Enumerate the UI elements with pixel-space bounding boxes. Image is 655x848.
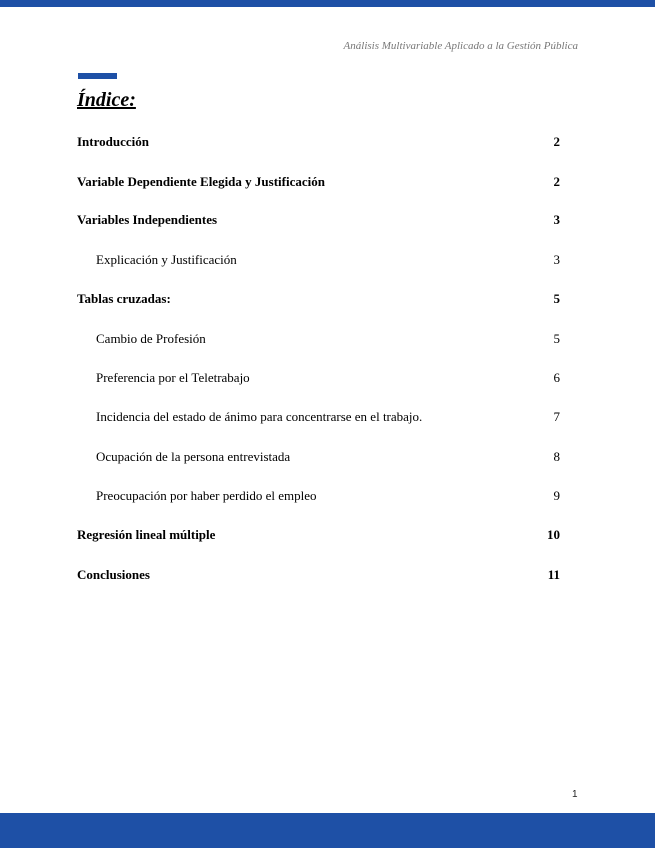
toc-entry-page: 3 xyxy=(553,252,560,267)
heading-accent-bar xyxy=(78,73,117,79)
toc-entry-regresion-lineal[interactable] xyxy=(77,526,560,544)
toc-entry-explicacion-justificacion[interactable] xyxy=(96,251,560,269)
toc-entry-label: Explicación y Justificación xyxy=(96,252,237,267)
toc-entry-page: 3 xyxy=(553,212,560,227)
toc-entry-ocupacion-persona[interactable] xyxy=(96,448,560,466)
toc-entry-variable-dependiente[interactable] xyxy=(77,173,560,191)
toc-entry-label: Variable Dependiente Elegida y Justificación xyxy=(77,174,325,189)
toc-entry-page: 2 xyxy=(553,174,560,189)
bottom-color-band xyxy=(0,813,655,848)
toc-entry-label: Incidencia del estado de ánimo para concentrarse en el trabajo. xyxy=(96,409,423,424)
toc-entry-page: 11 xyxy=(547,567,560,582)
toc-entry-page: 5 xyxy=(553,331,560,346)
toc-entry-label: Conclusiones xyxy=(77,567,150,582)
toc-entry-page: 10 xyxy=(547,527,560,542)
toc-entry-page: 2 xyxy=(553,134,560,149)
toc-entry-label: Preferencia por el Teletrabajo xyxy=(96,370,250,385)
toc-entry-introduccion[interactable] xyxy=(77,133,560,151)
toc-entry-label: Preocupación por haber perdido el empleo xyxy=(96,488,317,503)
running-header: Análisis Multivariable Aplicado a la Gestión Pública xyxy=(343,40,578,52)
toc-entry-label: Variables Independientes xyxy=(77,212,218,227)
toc-entry-label: Cambio de Profesión xyxy=(96,331,206,346)
toc-entry-page: 6 xyxy=(553,370,560,385)
toc-entry-page: 8 xyxy=(553,449,560,464)
toc-heading: Índice: xyxy=(77,89,136,111)
toc-entry-label: Regresión lineal múltiple xyxy=(77,527,216,542)
top-color-band xyxy=(0,0,655,7)
toc-entry-incidencia-estado-animo[interactable] xyxy=(96,408,560,426)
toc-entry-preferencia-teletrabajo[interactable] xyxy=(96,369,560,387)
toc-entry-page: 7 xyxy=(553,409,560,424)
toc-entry-label: Introducción xyxy=(77,134,149,149)
toc-entry-cambio-profesion[interactable] xyxy=(96,330,560,348)
toc-entry-variables-independientes[interactable] xyxy=(77,211,560,229)
toc-entry-page: 9 xyxy=(553,488,560,503)
toc-entry-conclusiones[interactable] xyxy=(77,566,560,584)
toc-entry-tablas-cruzadas[interactable] xyxy=(77,290,560,308)
page-number: 1 xyxy=(572,789,578,800)
toc-entry-preocupacion-empleo[interactable] xyxy=(96,487,560,505)
toc-entry-label: Tablas cruzadas: xyxy=(77,291,171,306)
toc-entry-page: 5 xyxy=(553,291,560,306)
toc-entry-label: Ocupación de la persona entrevistada xyxy=(96,449,291,464)
